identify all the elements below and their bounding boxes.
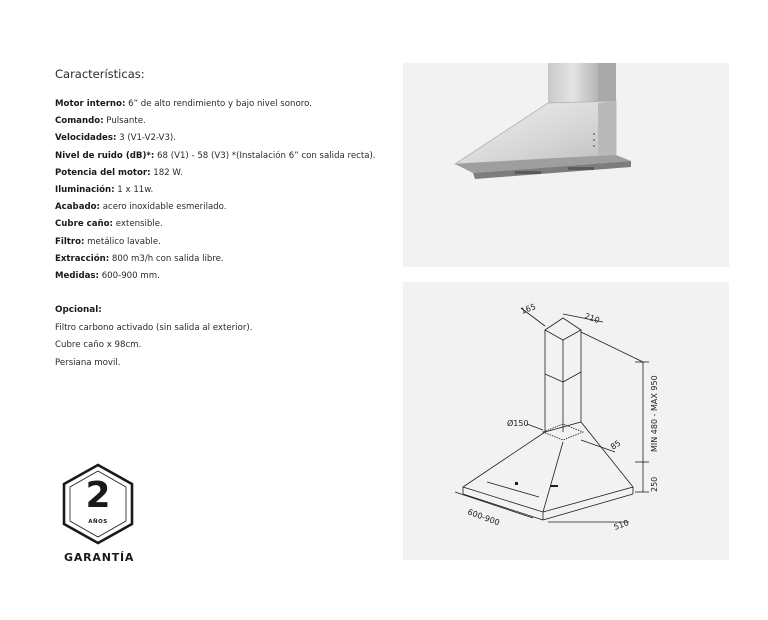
dim-width: 600-900: [466, 507, 501, 528]
optional-heading: Opcional:: [55, 305, 102, 315]
spec-row-extraccion: Extracción: 800 m3/h con salida libre.: [55, 253, 224, 264]
warranty-years: 2: [85, 475, 111, 516]
dimension-diagram: [403, 282, 729, 560]
dim-offset: 85: [608, 438, 623, 452]
spec-row-ruido: Nivel de ruido (dB)*: 68 (V1) - 58 (V3) *(Instalación 6” con salida recta).: [55, 150, 376, 161]
optional-list: [55, 320, 252, 372]
warranty-years-label: AÑOS: [88, 519, 108, 525]
warranty-label: GARANTÍA: [64, 551, 135, 564]
dim-hood-height: 250: [650, 476, 659, 492]
range-hood-image: [403, 63, 729, 267]
spec-row-filtro: Filtro: metálico lavable.: [55, 236, 161, 247]
optional-item: Persiana movil.: [55, 357, 121, 368]
features-heading: Características:: [55, 67, 145, 81]
optional-item: Cubre caño x 98cm.: [55, 340, 142, 351]
optional-item: Filtro carbono activado (sin salida al exterior).: [55, 323, 253, 333]
dim-depth: 510: [612, 518, 631, 532]
spec-list: [55, 96, 376, 285]
spec-row-cubre-cano: Cubre caño: extensible.: [55, 219, 163, 230]
dim-height: MIN 480 - MAX 950: [650, 375, 659, 452]
product-photo: [403, 63, 729, 267]
hood-drawing: [403, 282, 729, 560]
spec-row-acabado: Acabado: acero inoxidable esmerilado.: [55, 202, 227, 213]
spec-row-potencia: Potencia del motor: 182 W.: [55, 167, 183, 178]
spec-row-comando: Comando: Pulsante.: [55, 116, 146, 127]
spec-row-iluminacion: Iluminación: 1 x 11w.: [55, 185, 154, 196]
dim-chimney-depth: 165: [519, 302, 538, 316]
spec-row-motor: Motor interno: 6” de alto rendimiento y bajo nivel sonoro.: [55, 99, 312, 109]
spec-row-medidas: Medidas: 600-900 mm.: [55, 271, 160, 282]
dim-outlet: Ø150: [507, 419, 529, 428]
warranty-badge: [60, 462, 138, 546]
dim-chimney-width: 210: [583, 311, 601, 326]
spec-row-velocidades: Velocidades: 3 (V1-V2-V3).: [55, 133, 176, 144]
